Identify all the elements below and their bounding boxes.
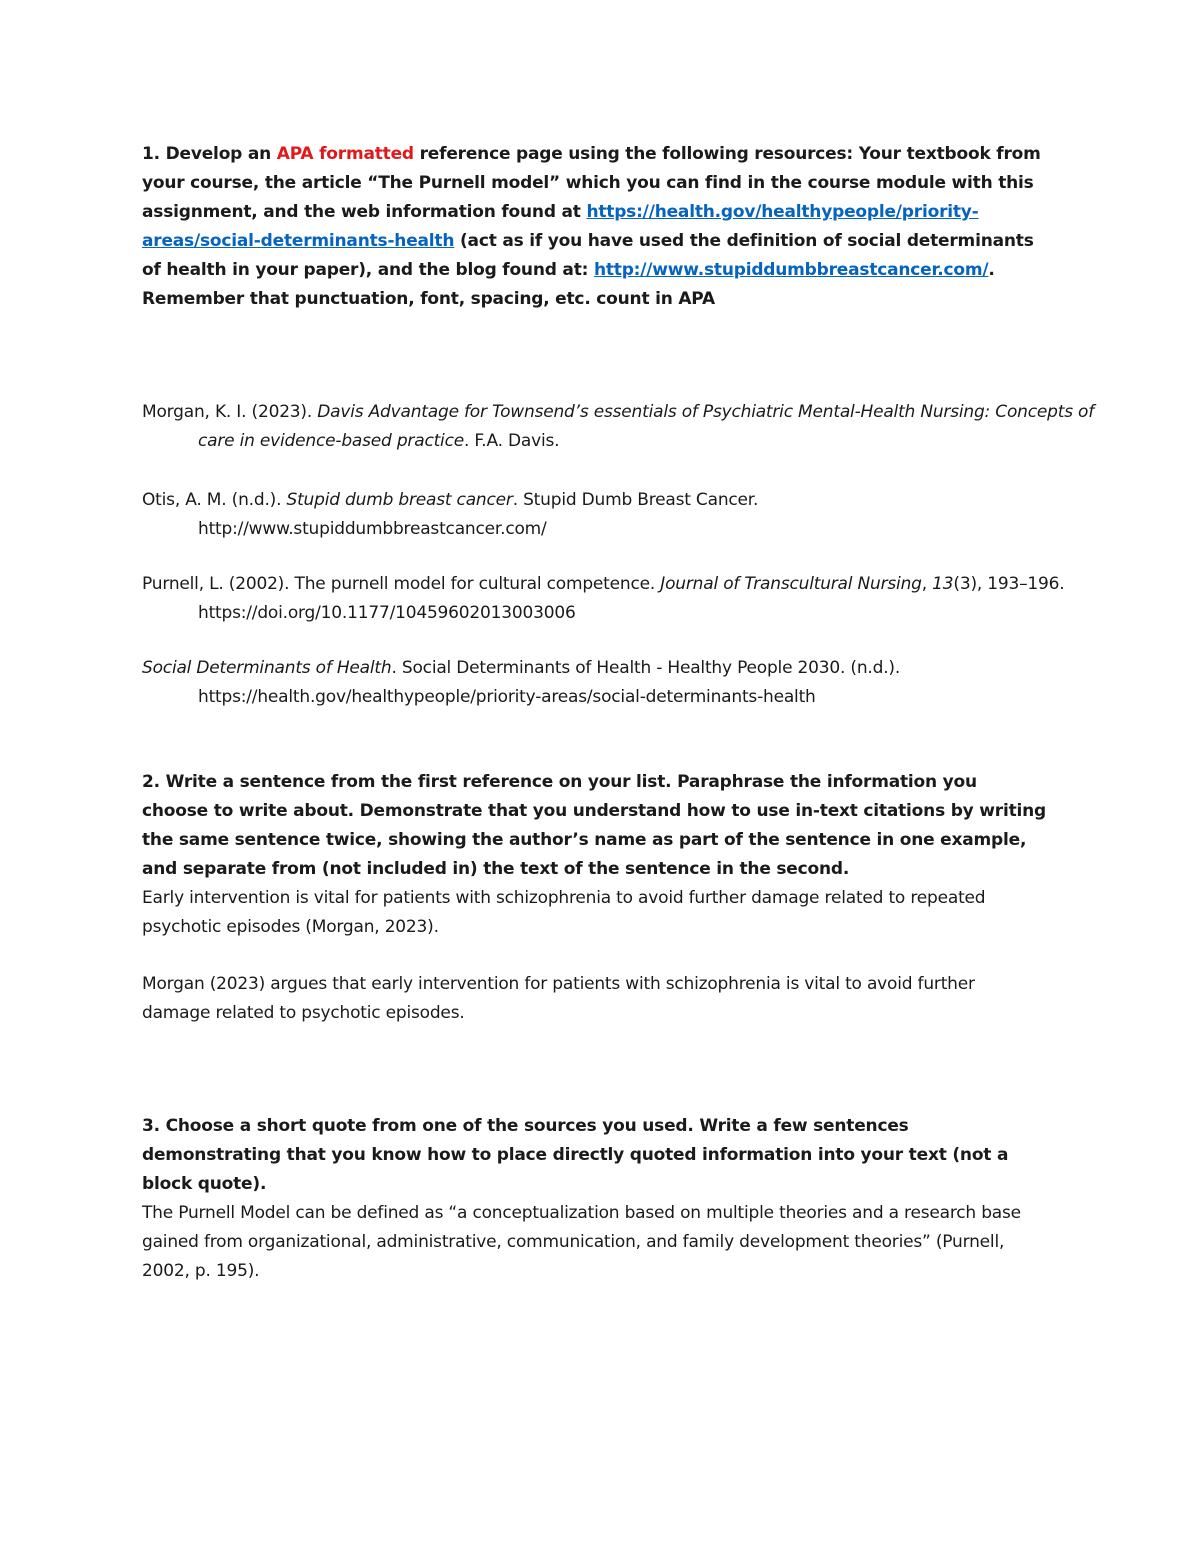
reference-author-date: Otis, A. M. (n.d.). xyxy=(142,490,287,510)
reference-publisher: . F.A. Davis. xyxy=(463,431,560,451)
reference-journal: Journal of Transcultural Nursing xyxy=(660,574,922,594)
reference-author-title: Purnell, L. (2002). The purnell model for cultural competence. xyxy=(142,574,661,594)
question-1-text-2: (act as if you have used the definition of social determinants of health in your paper), and the blog found at: xyxy=(142,231,1034,280)
reference-author-date: Morgan, K. I. (2023). xyxy=(142,402,318,422)
reference-purnell xyxy=(142,570,1103,628)
question-1-text-3: . Remember that punctuation, font, spacing, etc. count in APA xyxy=(142,260,995,309)
answer-2-parenthetical: Early intervention is vital for patients with schizophrenia to avoid further damage related to repeated psychotic episodes (Morgan, 2023). xyxy=(142,888,986,937)
reference-volume: 13 xyxy=(932,574,954,594)
reference-social-determinants xyxy=(142,654,1103,712)
reference-title: Davis Advantage for Townsend’s essentials of Psychiatric Mental-Health Nursing: Concepts of care in evidence-based practice xyxy=(198,402,1095,451)
reference-morgan xyxy=(142,398,1103,456)
question-2: 2. Write a sentence from the first reference on your list. Paraphrase the information you choose to write about. Demonstrate that you understand how to use in-text citations by writing the same sentence twice, showing the author’s name as part of the sentence in one example, and separate from (not included in) the text of the sentence in the second. xyxy=(142,772,1047,879)
reference-otis xyxy=(142,486,1103,544)
reference-source: . Stupid Dumb Breast Cancer. http://www.stupiddumbbreastcancer.com/ xyxy=(198,490,759,539)
reference-pages-doi: (3), 193–196. https://doi.org/10.1177/10459602013003006 xyxy=(198,574,1065,623)
reference-source: . Social Determinants of Health - Healthy People 2030. (n.d.). https://health.gov/healthypeople/priority-areas/social-determinants-health xyxy=(198,658,901,707)
question-1-number: 1. xyxy=(142,144,160,164)
reference-title: Social Determinants of Health xyxy=(142,658,392,678)
healthgov-link[interactable]: https://health.gov/healthypeople/priority-areas/social-determinants-health xyxy=(142,202,979,251)
blog-link[interactable]: http://www.stupiddumbbreastcancer.com/ xyxy=(593,260,989,280)
reference-separator: , xyxy=(921,574,933,594)
answer-2-narrative: Morgan (2023) argues that early intervention for patients with schizophrenia is vital to avoid further damage related to psychotic episodes. xyxy=(142,974,975,1023)
answer-3-quote: The Purnell Model can be defined as “a conceptualization based on multiple theories and a research base gained from organizational, administrative, communication, and family development theories” (Purnell, 2002, p. 195). xyxy=(142,1203,1021,1281)
question-1-text: reference page using the following resources: Your textbook from your course, the article “The Purnell model” which you can find in the course module with this assignment, and the web information found at xyxy=(142,144,1041,222)
question-3: 3. Choose a short quote from one of the sources you used. Write a few sentences demonstrating that you know how to place directly quoted information into your text (not a block quote). xyxy=(142,1116,1009,1194)
question-1-intro: Develop an xyxy=(165,144,272,164)
question-1 xyxy=(142,140,1047,314)
apa-formatted-highlight: APA formatted xyxy=(276,144,414,164)
reference-title: Stupid dumb breast cancer xyxy=(286,490,513,510)
